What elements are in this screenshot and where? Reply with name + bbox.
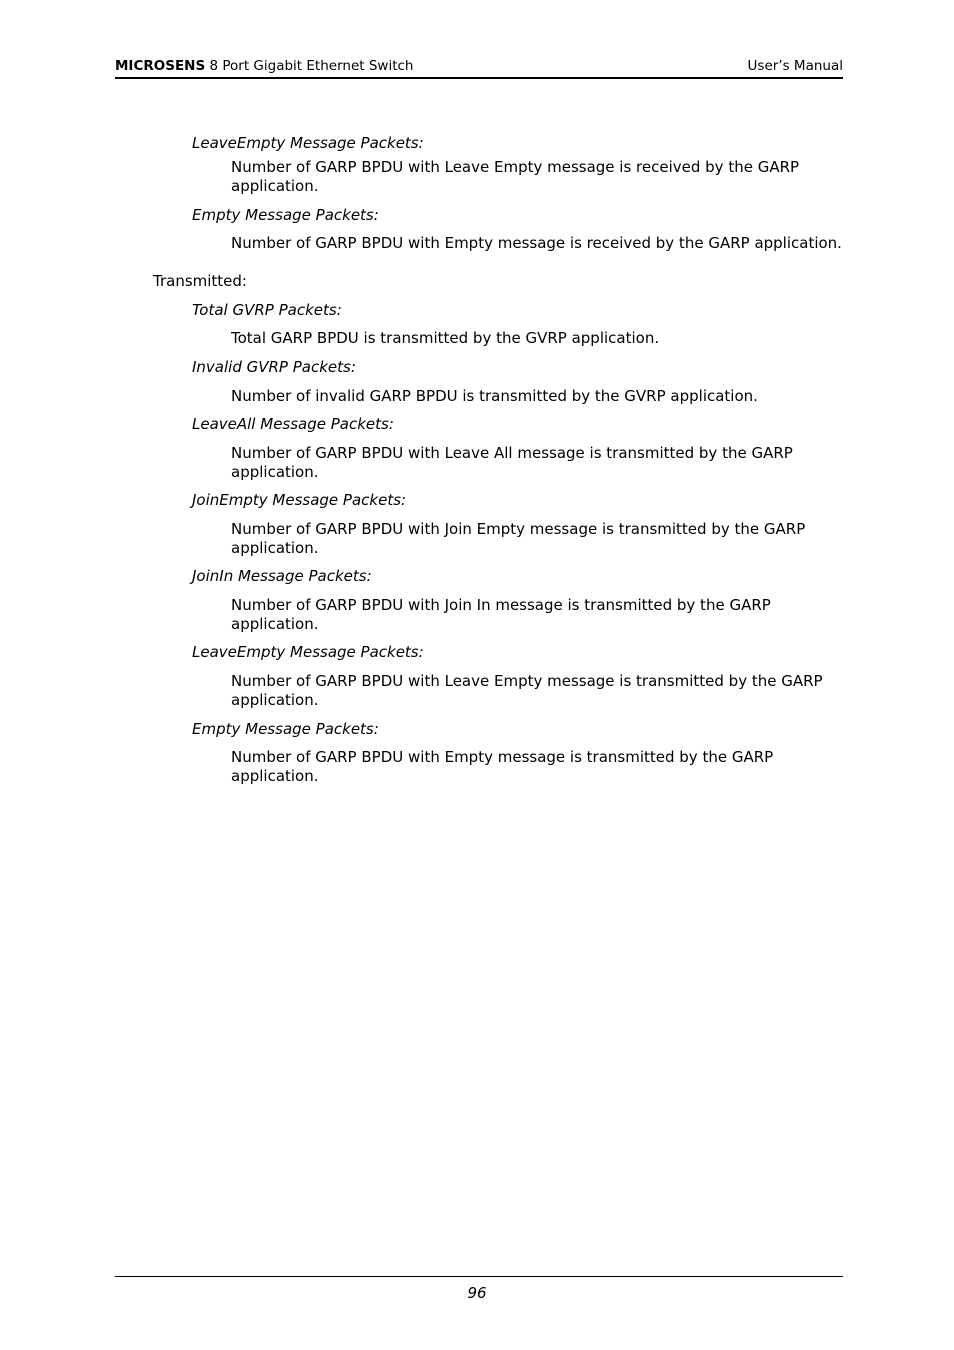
term-tx-invalid-gvrp: Invalid GVRP Packets: (192, 358, 356, 376)
desc-rx-leaveempty: Number of GARP BPDU with Leave Empty message is received by the GARP application. (231, 158, 800, 195)
term-rx-empty: Empty Message Packets: (192, 206, 379, 224)
term-tx-total-gvrp: Total GVRP Packets: (192, 301, 342, 319)
term-tx-leaveempty: LeaveEmpty Message Packets: (192, 643, 424, 661)
header-product-title (115, 57, 413, 75)
term-tx-joinempty: JoinEmpty Message Packets: (192, 491, 407, 509)
desc-rx-empty: Number of GARP BPDU with Empty message is received by the GARP application. (231, 234, 842, 252)
desc-tx-leaveall: Number of GARP BPDU with Leave All message is transmitted by the GARP application. (231, 444, 793, 481)
term-tx-joinin: JoinIn Message Packets: (192, 567, 372, 585)
desc-tx-joinin: Number of GARP BPDU with Join In message is transmitted by the GARP application. (231, 596, 771, 633)
term-rx-leaveempty: LeaveEmpty Message Packets: (192, 134, 424, 152)
term-tx-leaveall: LeaveAll Message Packets: (192, 415, 394, 433)
footer-rule (115, 1276, 843, 1277)
desc-tx-invalid-gvrp: Number of invalid GARP BPDU is transmitted by the GVRP application. (231, 387, 758, 405)
page-number: 96 (467, 1284, 487, 1302)
desc-tx-leaveempty: Number of GARP BPDU with Leave Empty message is transmitted by the GARP application. (231, 672, 823, 709)
desc-tx-joinempty: Number of GARP BPDU with Join Empty message is transmitted by the GARP application. (231, 520, 806, 557)
header-manual-title: User’s Manual (747, 58, 843, 74)
header-brand: MICROSENS (115, 58, 206, 74)
desc-tx-empty: Number of GARP BPDU with Empty message is transmitted by the GARP application. (231, 748, 774, 785)
section-transmitted: Transmitted: (153, 272, 247, 290)
term-tx-empty: Empty Message Packets: (192, 720, 379, 738)
desc-tx-total-gvrp: Total GARP BPDU is transmitted by the GVRP application. (231, 329, 660, 347)
page-header (115, 57, 843, 79)
header-product: 8 Port Gigabit Ethernet Switch (205, 58, 414, 74)
